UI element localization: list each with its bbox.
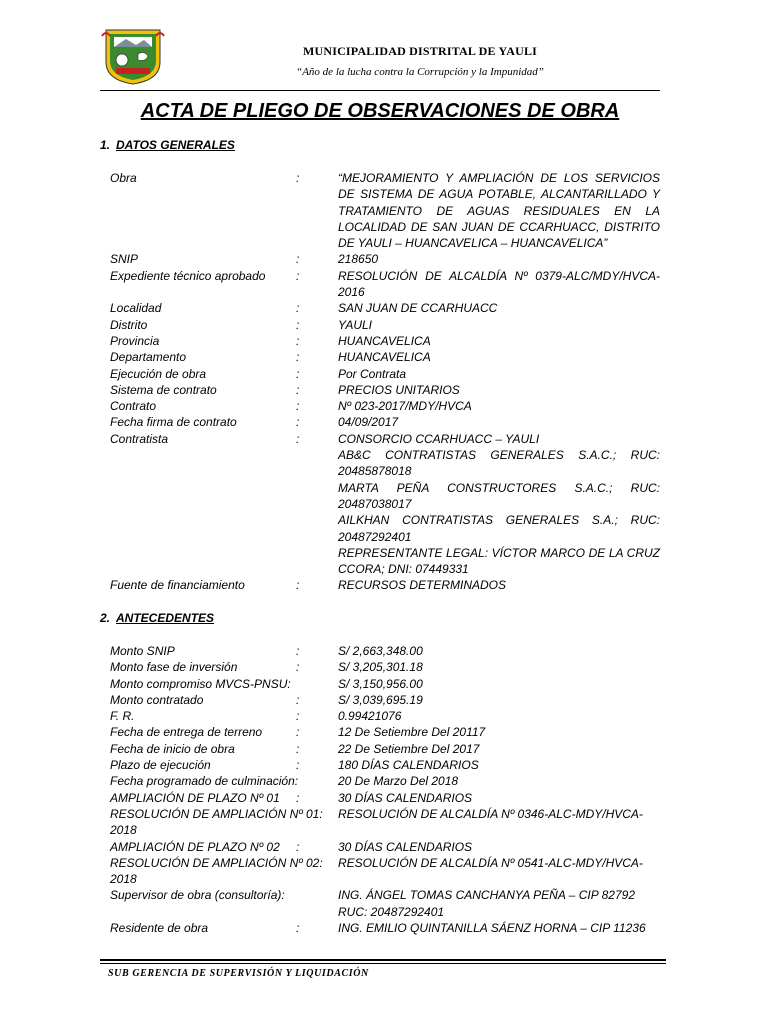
field-label: Distrito [110,317,148,332]
list-item [110,431,660,447]
field-label: Fecha de entrega de terreno [110,725,263,740]
field-value: REPRESENTANTE LEGAL: VÍCTOR MARCO DE LA CRUZ CCORA; DNI: 07449331 [338,545,660,577]
section-2-heading [100,611,214,625]
field-label: Provincia [110,333,160,348]
municipality-name: MUNICIPALIDAD DISTRITAL DE YAULI [302,44,538,58]
field-label: F. R. [110,709,135,724]
list-item [110,839,660,855]
list-item [110,447,660,480]
field-value: 218650 [338,252,379,267]
list-item [110,855,660,888]
field-label: Monto compromiso MVCS-PNSU: [110,676,291,691]
field-value: RECURSOS DETERMINADOS [338,578,507,593]
list-item [110,545,660,578]
list-item [110,692,660,708]
field-value: AB&C CONTRATISTAS GENERALES S.A.C.; RUC: 20485878018 [338,448,660,479]
field-value: HUANCAVELICA [338,333,431,348]
field-label: Localidad [110,301,162,316]
section-1-number: 1. [100,138,111,152]
field-separator: : [296,252,300,267]
field-value: RESOLUCIÓN DE ALCALDÍA Nº 0541-ALC-MDY/HVCA- [338,855,643,870]
field-separator: : [296,709,300,724]
list-item [110,708,660,724]
field-value: ING. ÁNGEL TOMAS CANCHANYA PEÑA – CIP 82792 RUC: 20487292401 [338,888,635,919]
field-separator: : [296,366,300,381]
field-value: AILKHAN CONTRATISTAS GENERALES S.A.; RUC: 20487292401 [338,513,660,544]
field-label [110,447,296,480]
footer-divider [100,959,666,961]
field-separator: : [296,399,300,414]
field-separator: : [296,171,300,185]
field-label: AMPLIACIÓN DE PLAZO Nº 02 [110,839,280,854]
field-separator: : [296,644,300,658]
list-item [110,741,660,757]
field-value: Nº 023-2017/MDY/HVCA [338,399,472,414]
field-label: RESOLUCIÓN DE AMPLIACIÓN Nº 02: 2018 [110,855,323,887]
field-separator: : [296,660,300,675]
field-label: Fuente de financiamiento [110,578,245,593]
field-value: 04/09/2017 [338,415,399,430]
field-label: Residente de obra [110,921,209,936]
list-item [110,577,660,593]
field-label: RESOLUCIÓN DE AMPLIACIÓN Nº 01: 2018 [110,806,323,838]
field-separator: : [296,578,300,593]
field-label: Monto SNIP [110,644,175,658]
field-separator: : [296,725,300,740]
list-item [110,659,660,675]
field-label: Fecha de inicio de obra [110,741,235,756]
field-label: Monto fase de inversión [110,660,238,675]
background-data-list [110,643,660,936]
field-label: Sistema de contrato [110,382,217,397]
field-separator [296,512,338,545]
field-separator: : [296,333,300,348]
field-separator: : [296,741,300,756]
field-separator: : [296,317,300,332]
list-item [110,382,660,398]
list-item [110,300,660,316]
field-label: Fecha programado de culminación: [110,774,299,789]
field-value: 0.99421076 [338,709,402,724]
field-value: S/ 2,663,348.00 [338,644,423,658]
list-item [110,480,660,513]
field-value: 180 DÍAS CALENDARIOS [338,758,479,773]
field-separator [296,447,338,480]
field-label: AMPLIACIÓN DE PLAZO Nº 01 [110,790,280,805]
list-item [110,317,660,333]
list-item [110,349,660,365]
field-label: Departamento [110,350,187,365]
list-item [110,790,660,806]
field-separator: : [296,790,300,805]
field-label: Obra [110,171,137,185]
list-item [110,806,660,839]
field-separator: : [296,839,300,854]
field-separator: : [296,692,300,707]
year-motto: “Año de la lucha contra la Corrupción y la Impunidad” [296,66,544,78]
list-item [110,251,660,267]
field-separator [296,545,338,578]
municipal-crest-logo [100,24,166,86]
field-value: 12 De Setiembre Del 20117 [338,725,486,740]
field-separator: : [296,921,300,936]
section-1-title: DATOS GENERALES [116,138,235,152]
list-item [110,512,660,545]
footer-office-name: SUB GERENCIA DE SUPERVISIÓN Y LIQUIDACIÓN [108,968,369,979]
field-value: CONSORCIO CCARHUACC – YAULI [338,431,540,446]
field-separator: : [296,431,300,446]
section-1-heading [100,138,235,152]
section-2-title: ANTECEDENTES [116,611,215,625]
field-value: S/ 3,039,695.19 [338,692,423,707]
list-item [110,676,660,692]
field-label [110,480,296,513]
field-label: Contrato [110,399,157,414]
list-item [110,170,660,251]
field-label [110,545,296,578]
field-label: Expediente técnico aprobado [110,268,266,283]
field-separator: : [296,301,300,316]
list-item [110,887,660,920]
field-separator: : [296,758,300,773]
field-value: RESOLUCIÓN DE ALCALDÍA Nº 0346-ALC-MDY/HVCA- [338,806,643,821]
field-label: Supervisor de obra (consultoría): [110,888,285,903]
list-item [110,724,660,740]
field-value: RESOLUCIÓN DE ALCALDÍA Nº 0379-ALC/MDY/HVCA-2016 [338,268,660,300]
list-item [110,920,660,936]
field-value: 22 De Setiembre Del 2017 [338,741,480,756]
field-value: 30 DÍAS CALENDARIOS [338,790,473,805]
field-value: PRECIOS UNITARIOS [338,382,460,397]
field-separator: : [296,382,300,397]
section-2-number: 2. [100,611,111,625]
list-item [110,333,660,349]
field-label: Plazo de ejecución [110,758,211,773]
field-value: ING. EMILIO QUINTANILLA SÁENZ HORNA – CIP 11236 [338,921,646,936]
field-value: HUANCAVELICA [338,350,431,365]
document-title: ACTA DE PLIEGO DE OBSERVACIONES DE OBRA [140,100,620,122]
list-item [110,757,660,773]
field-value: “MEJORAMIENTO Y AMPLIACIÓN DE LOS SERVICIOS DE SISTEMA DE AGUA POTABLE, ALCANTARILLADO Y TRATAMIENTO DE AGUAS RESIDUALES EN LA LOCALIDAD DE SAN JUAN DE CCARHUACC, DISTRITO DE YAULI – HUANCAVELICA – HUANCAVELICA” [338,171,660,251]
field-value: S/ 3,150,956.00 [338,676,423,691]
field-value: MARTA PEÑA CONSTRUCTORES S.A.C.; RUC: 20487038017 [338,480,660,511]
field-value: Por Contrata [338,366,407,381]
field-value: S/ 3,205,301.18 [338,660,423,675]
field-value: 30 DÍAS CALENDARIOS [338,839,473,854]
field-separator: : [296,350,300,365]
field-value: YAULI [338,317,373,332]
field-label: Fecha firma de contrato [110,415,237,430]
field-label: Ejecución de obra [110,366,207,381]
list-item [110,398,660,414]
general-data-list [110,170,660,594]
field-value: SAN JUAN DE CCARHUACC [338,301,498,316]
field-separator [296,480,338,513]
field-label [110,512,296,545]
list-item [110,366,660,382]
footer-divider-thin [100,963,666,964]
field-value: 20 De Marzo Del 2018 [338,774,459,789]
field-separator: : [296,268,300,283]
list-item [110,414,660,430]
field-label: SNIP [110,252,139,267]
list-item [110,268,660,301]
field-label: Monto contratado [110,692,204,707]
list-item [110,643,660,659]
list-item [110,773,660,789]
field-separator: : [296,415,300,430]
field-label: Contratista [110,431,169,446]
header-divider [100,90,660,91]
